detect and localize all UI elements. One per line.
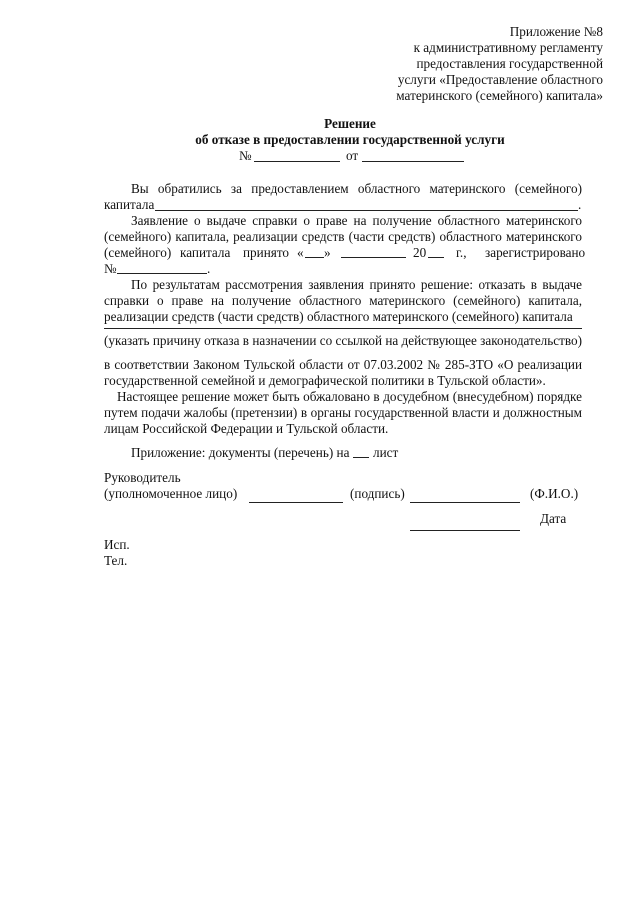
period: . bbox=[578, 197, 582, 212]
reason-field[interactable] bbox=[104, 328, 582, 329]
appendix-line: материнского (семейного) капитала» bbox=[396, 88, 603, 103]
paragraph-line: капитала bbox=[104, 197, 155, 212]
year-suffix: г., bbox=[456, 245, 467, 260]
paragraph-word: зарегистрировано bbox=[485, 245, 586, 260]
fio-label: (Ф.И.О.) bbox=[530, 486, 579, 501]
authorized-label: (уполномоченное лицо) bbox=[104, 486, 238, 501]
capital-field[interactable] bbox=[155, 210, 578, 211]
reason-hint: (указать причину отказа в назначении со ссылкой на действующее законодательство) bbox=[104, 333, 583, 348]
quote-close: » bbox=[324, 245, 331, 260]
month-field[interactable] bbox=[341, 257, 406, 258]
attachment-label: Приложение: документы (перечень) на bbox=[131, 445, 350, 460]
title-heading: Решение bbox=[324, 116, 376, 131]
appendix-line: предоставления государственной bbox=[416, 56, 603, 71]
paragraph-line: Заявление о выдаче справки о праве на получение областного материнского bbox=[131, 213, 582, 228]
appendix-number: Приложение №8 bbox=[509, 24, 603, 39]
paragraph-line: справки о праве на получение областного материнского (семейного) капитала, bbox=[104, 293, 582, 308]
executor-label: Исп. bbox=[104, 537, 130, 552]
appendix-line: к административному регламенту bbox=[413, 40, 603, 55]
from-label: от bbox=[346, 148, 359, 163]
paragraph-line: (семейного) капитала, реализации средств (части средств) областного материнского bbox=[104, 229, 582, 244]
quote-open: « bbox=[297, 245, 304, 260]
number-label: № bbox=[239, 148, 252, 163]
phone-label: Тел. bbox=[104, 553, 128, 568]
paragraph-line: Вы обратились за предоставлением областного материнского (семейного) bbox=[131, 181, 582, 196]
number-label: № bbox=[104, 261, 117, 276]
day-field[interactable] bbox=[305, 257, 324, 258]
signature-date-field[interactable] bbox=[410, 530, 520, 531]
year-prefix: 20 bbox=[413, 245, 427, 260]
title-subheading: об отказе в предоставлении государственной услуги bbox=[195, 132, 505, 147]
paragraph-line: реализации средств (части средств) областного материнского (семейного) капитала bbox=[104, 309, 573, 324]
paragraph-word: капитала bbox=[180, 245, 231, 260]
date-field[interactable] bbox=[362, 161, 464, 162]
sheet-count-field[interactable] bbox=[353, 457, 369, 458]
number-field[interactable] bbox=[254, 161, 340, 162]
paragraph-word: (семейного) bbox=[104, 245, 172, 260]
paragraph-word: принято bbox=[243, 245, 290, 260]
fio-field[interactable] bbox=[410, 502, 520, 503]
head-label: Руководитель bbox=[104, 470, 181, 485]
period: . bbox=[207, 261, 211, 276]
paragraph-line: лицам Российской Федерации и Тульской области. bbox=[104, 421, 389, 436]
paragraph-line: Настоящее решение может быть обжаловано в досудебном (внесудебном) порядке bbox=[117, 389, 582, 404]
paragraph-line: По результатам рассмотрения заявления принято решение: отказать в выдаче bbox=[131, 277, 582, 292]
appendix-line: услуги «Предоставление областного bbox=[397, 72, 603, 87]
signature-label: (подпись) bbox=[350, 486, 405, 501]
registration-number-field[interactable] bbox=[117, 273, 207, 274]
date-label: Дата bbox=[540, 511, 567, 526]
paragraph-line: путем подачи жалобы (претензии) в органы государственной власти и должностным bbox=[104, 405, 582, 420]
signature-field[interactable] bbox=[249, 502, 343, 503]
year-field[interactable] bbox=[428, 257, 444, 258]
paragraph-line: государственной семейной и демографической политики в Тульской области». bbox=[104, 373, 546, 388]
paragraph-line: в соответствии Законом Тульской области от 07.03.2002 № 285-ЗТО «О реализации bbox=[104, 357, 582, 372]
attachment-unit: лист bbox=[373, 445, 399, 460]
